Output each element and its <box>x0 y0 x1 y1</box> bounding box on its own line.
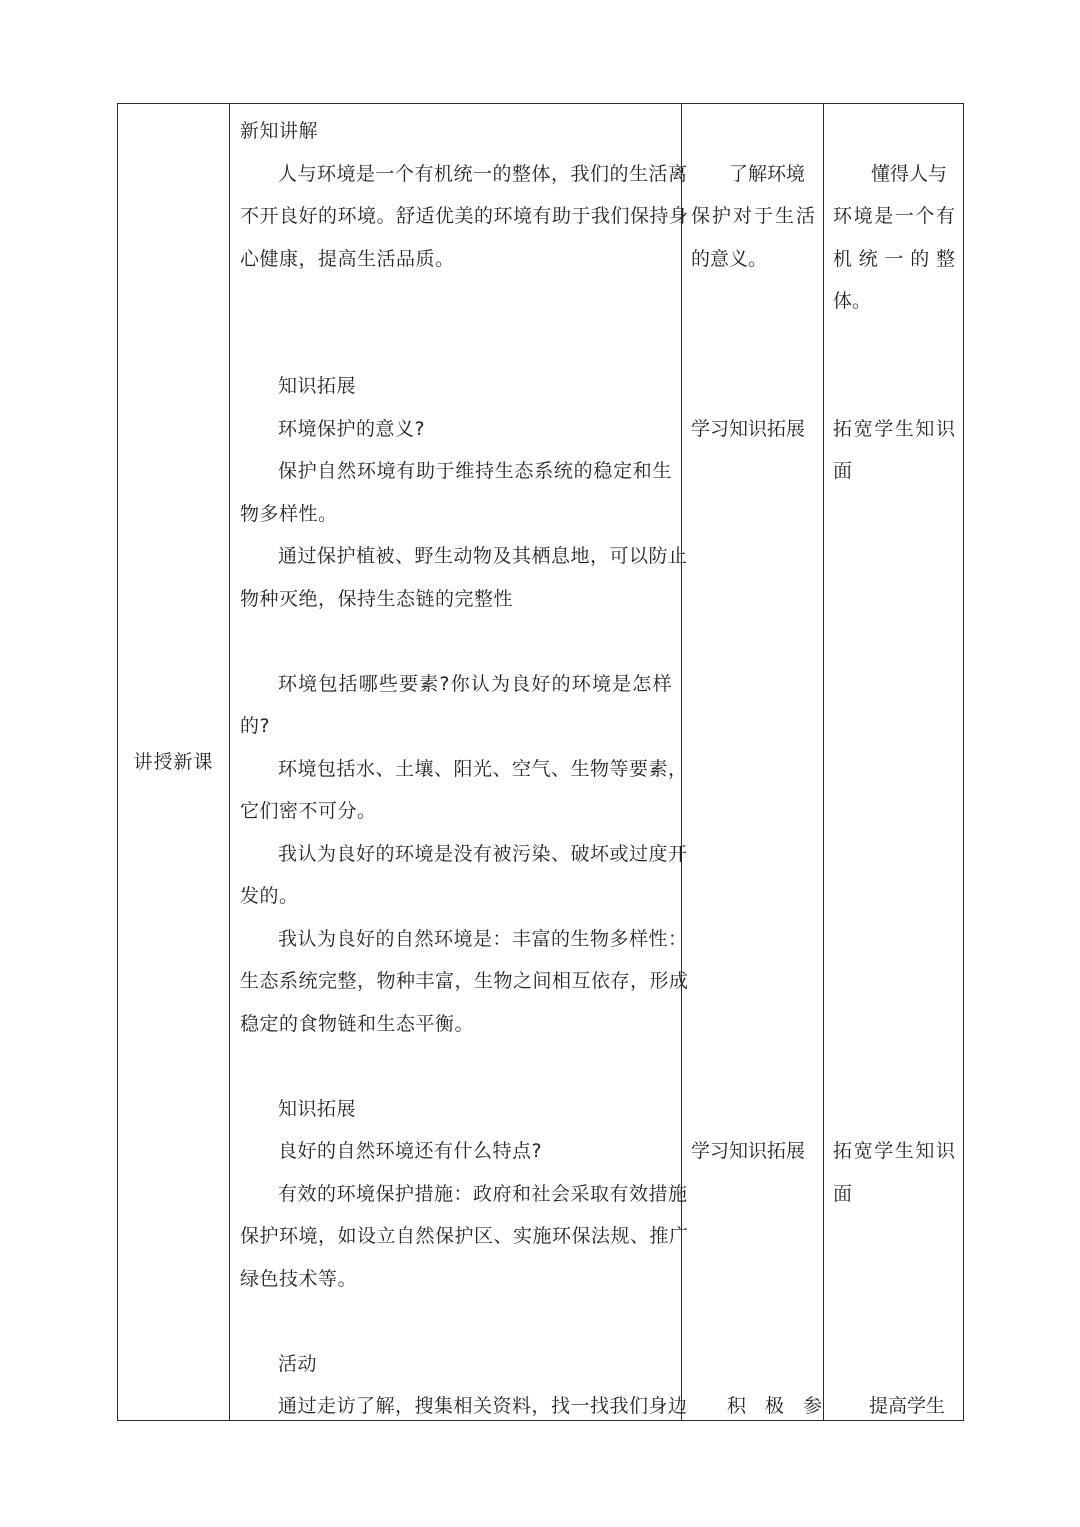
content-line: 环境包括水、土壤、阳光、空气、生物等要素， <box>278 757 688 780</box>
column-divider <box>229 104 230 1420</box>
content-line: 不开良好的环境。舒适优美的环境有助于我们保持身 <box>240 205 689 227</box>
content-line: 物多样性。 <box>240 502 338 525</box>
content-line: 保护自然环境有助于维持生态系统的稳定和生 <box>278 460 672 482</box>
content-line: 有效的环境保护措施：政府和社会采取有效措施 <box>278 1182 688 1205</box>
content-line: 通过走访了解，搜集相关资料，找一找我们身边 <box>278 1395 688 1417</box>
content-line: 保护环境，如设立自然保护区、实施环保法规、推广 <box>240 1225 689 1247</box>
content-line: 心健康，提高生活品质。 <box>240 247 455 270</box>
design-intent-cell-line: 拓宽学生知识 <box>833 417 955 440</box>
content-line: 良好的自然环境还有什么特点? <box>278 1140 543 1162</box>
design-intent-cell-line: 懂得人与 <box>871 162 948 185</box>
learning-activity-cell <box>691 1385 823 1428</box>
learning-activity-cell-line: 保护对于生活 <box>691 205 815 227</box>
learning-activity-cell <box>691 408 815 451</box>
content-line: 环境保护的意义? <box>278 417 426 440</box>
learning-activity-cell-line: 积 极 参 <box>727 1395 823 1417</box>
design-intent-cell-line: 面 <box>833 1182 853 1205</box>
learning-activity-cell <box>691 1130 815 1173</box>
content-line: 发的。 <box>240 885 299 907</box>
content-line: 环境包括哪些要素?你认为良好的环境是怎样 <box>278 672 672 695</box>
content-line: 物种灭绝，保持生态链的完整性 <box>240 587 514 610</box>
design-intent-cell-line: 提高学生 <box>869 1395 946 1417</box>
content-line: 活动 <box>278 1352 318 1375</box>
design-intent-cell <box>833 1385 955 1428</box>
learning-activity-cell-line: 学习知识拓展 <box>691 1140 806 1162</box>
learning-activity-cell-line: 学习知识拓展 <box>691 417 806 440</box>
content-line: 人与环境是一个有机统一的整体，我们的生活离 <box>278 162 688 185</box>
learning-activity-cell-line: 了解环境 <box>729 162 806 185</box>
column-divider <box>823 104 824 1420</box>
lesson-plan-table <box>117 103 964 1421</box>
blank-line <box>240 1045 672 1088</box>
blank-line <box>240 1300 672 1343</box>
design-intent-cell-line: 拓宽学生知识 <box>833 1140 955 1162</box>
content-line: 新知讲解 <box>240 120 319 142</box>
blank-line <box>240 620 672 663</box>
content-line: 的? <box>240 715 271 737</box>
design-intent-cell <box>833 1130 955 1215</box>
content-line: 生态系统完整，物种丰富，生物之间相互依存，形成 <box>240 970 689 992</box>
content-line: 绿色技术等。 <box>240 1267 358 1290</box>
content-line: 通过保护植被、野生动物及其栖息地，可以防止 <box>278 545 688 567</box>
teaching-content-column <box>240 110 689 1428</box>
content-line: 我认为良好的自然环境是：丰富的生物多样性： <box>278 927 688 950</box>
content-line: 知识拓展 <box>278 375 357 397</box>
content-line: 我认为良好的环境是没有被污染、破坏或过度开 <box>278 842 688 865</box>
content-line: 它们密不可分。 <box>240 800 377 822</box>
blank-line <box>240 280 672 323</box>
design-intent-cell <box>833 153 955 323</box>
learning-activity-cell-line: 的意义。 <box>691 247 768 270</box>
learning-activity-cell <box>691 153 815 281</box>
design-intent-cell-line: 机 统 一 的 整 <box>833 247 955 270</box>
design-intent-cell-line: 体。 <box>833 290 872 312</box>
design-intent-cell <box>833 408 955 493</box>
stage-label: 讲授新课 <box>133 751 214 773</box>
content-line: 稳定的食物链和生态平衡。 <box>240 1012 475 1035</box>
design-intent-cell-line: 环境是一个有 <box>833 205 955 227</box>
content-line: 知识拓展 <box>278 1097 357 1120</box>
blank-line <box>240 323 672 366</box>
design-intent-cell-line: 面 <box>833 460 853 482</box>
